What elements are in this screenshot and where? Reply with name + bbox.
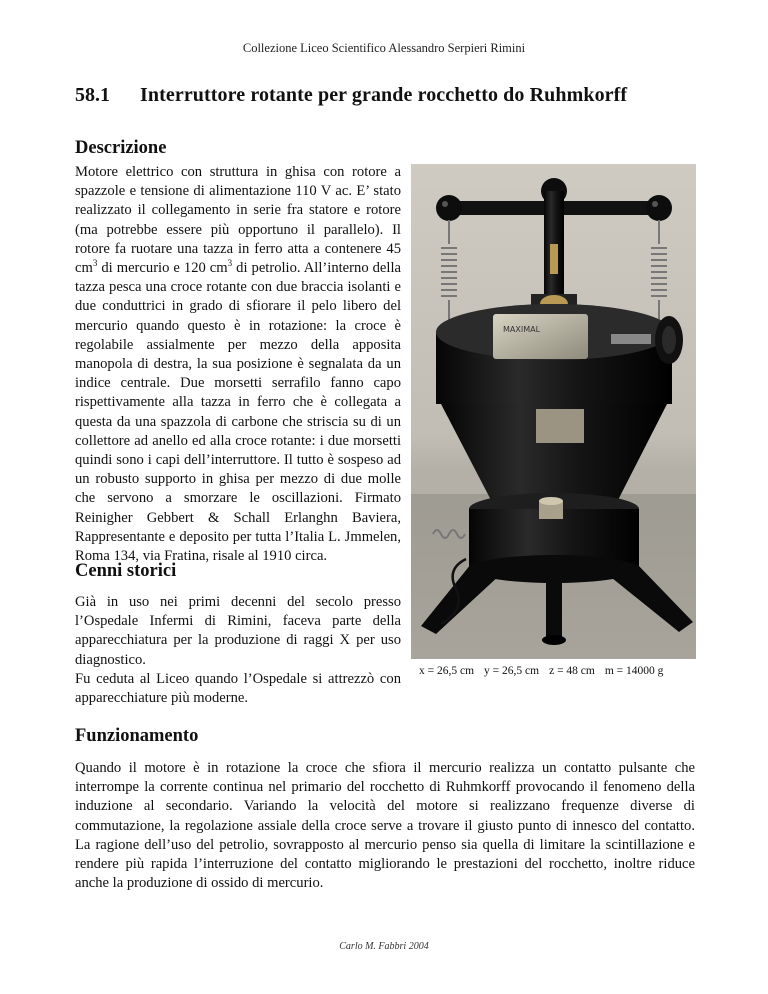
funzionamento-text: Quando il motore è in rotazione la croce che sfiora il mercurio realizza un contatto pulsante che interrompe la corrente continua nel primario del rocchetto di Ruhmkorff provocando il fenomeno della induzione al secondario. Variando la velocità del motore si realizzano frequenze diverse di commutazione, la regolazione assiale della croce serve a trovare il giusto punto di innesco del contatto. La ragione dell’uso del petrolio, sovrapposto al mercurio penso sia quella di limitare la scintillazione e rendere più rapida l’interruzione del contatto migliorando le prestazioni del rocchetto, inoltre riduce anche la produzione di ossido di mercurio. [75, 760, 695, 892]
apparatus-photo [411, 164, 696, 659]
heading-cenni-storici: Cenni storici [75, 561, 177, 581]
page-title: Interruttore rotante per grande rocchetto do Ruhmkorff [140, 84, 628, 106]
descrizione-part-1: Motore elettrico con struttura in ghisa con rotore a spazzole e tensione di alimentazione 110 V ac. E’ stato realizzato il collegamento in serie fra statore e rotore (ma potrebbe essere più opportuno il parallelo). Il rotore fa ruotare una tazza in ferro atta a contenere 45 cm [75, 164, 401, 277]
page-footer: Carlo M. Fabbri 2004 [339, 941, 429, 952]
section-number: 58.1 [75, 84, 110, 106]
mass: m = 14000 g [604, 665, 664, 677]
interrupter-illustration [411, 164, 696, 659]
dimension-y: y = 26,5 cm [484, 665, 540, 677]
plate-label: MAXIMAL [503, 325, 541, 334]
cm3-superscript: 3 [227, 258, 233, 269]
heading-funzionamento: Funzionamento [75, 726, 199, 746]
dimension-z: z = 48 cm [549, 665, 595, 677]
cenni-storici-paragraph: Già in uso nei primi decenni del secolo presso l’Ospedale Infermi di Rimini, faceva parte della apparecchiatura per la produzione di raggi X per uso diagnostico. [75, 594, 401, 668]
cenni-storici-paragraph-2: Fu ceduta al Liceo quando l’Ospedale si attrezzò con apparecchiature più moderne. [75, 670, 401, 707]
dimension-x: x = 26,5 cm [419, 665, 475, 677]
descrizione-text [75, 163, 401, 566]
descrizione-part-3: di petrolio. All’interno della tazza pesca una croce rotante con due braccia isolanti e due conduttrici in grado di sfiorare il pelo libero del mercurio quando questo è in rotazione: la croce è regolabile assialmente per mezzo della apposita manopola di destra, la sua posizione è segnalata da un indice centrale. Due morsetti serrafilo fanno capo rispettivamente alla tazza in ferro che è collegata a questa da una spazzola di carbone che striscia su di un collettore ad anello ed alla croce rotante: i due morsetti quindi sono i capi dell’interruttore. Il tutto è sospeso ad un robusto supporto in ghisa per mezzo di due molle che servono a smorzare le oscillazioni. Firmato Reinigher Gebbert & Schall Erlanghn Baviera, Rappresentante e deposito per tutta l’Italia L. Jmmelen, Roma 134, via Fratina, risale al 1910 circa. [75, 260, 401, 565]
cm3-superscript: 3 [92, 258, 98, 269]
heading-descrizione: Descrizione [75, 138, 167, 158]
dimensions-caption [419, 665, 699, 677]
descrizione-part-2: di mercurio e 120 cm [97, 260, 228, 277]
page-header: Collezione Liceo Scientifico Alessandro Serpieri Rimini [242, 41, 526, 55]
cenni-storici-text [75, 593, 401, 708]
